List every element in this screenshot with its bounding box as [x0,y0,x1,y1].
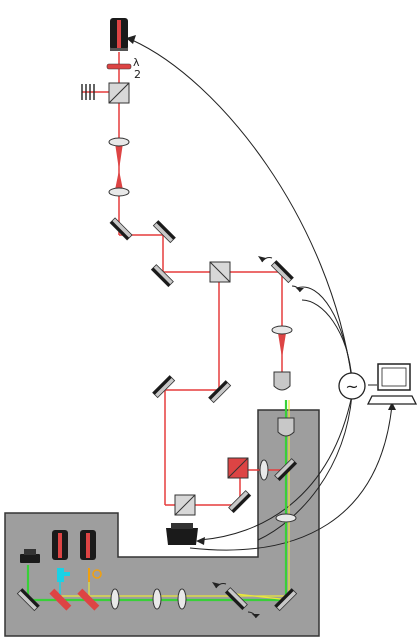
red-filter-cube [228,458,248,478]
rotation-arrowhead-2 [296,288,304,292]
beam-splitter-cube-middle [210,262,230,282]
cable-to-top-laser [132,40,352,380]
lens-4 [260,460,268,480]
objective-upper [274,372,290,390]
lens-1 [109,138,129,146]
red-focus-cone-1 [115,143,123,170]
lens-2 [109,188,129,196]
laser-head-cyan-icon [52,530,68,560]
lens-6 [111,589,119,609]
beam-splitter-cube-top [109,83,129,103]
enclosure [5,410,319,636]
cable-arrowhead-camera [196,537,205,545]
beam-splitter-cube-lower [175,495,195,515]
lens-5 [276,514,296,522]
red-beam [82,52,286,505]
half-wave-plate [107,56,141,81]
cable-to-mirror-1 [297,287,352,380]
lens-7 [153,589,161,609]
computer-icon [368,364,416,404]
laser-head-icon [110,18,128,51]
mirror-2 [153,221,175,243]
half-wave-plate-label-bottom: 2 [134,68,141,81]
lens-8 [178,589,186,609]
red-focus-cone-2 [115,170,123,190]
mirror-1 [110,218,132,240]
camera-icon [166,523,198,545]
rotation-arrowhead-1 [258,256,266,262]
lens-3 [272,326,292,334]
sine-wave-generator-icon [339,373,365,399]
half-wave-plate-label-top: λ [133,56,140,69]
red-focus-cone-3 [278,333,286,358]
function-generator-symbol: ~ [345,377,359,396]
objective-lower [278,418,294,436]
mirror-4 [153,376,175,398]
laser-head-orange-icon [80,530,96,560]
